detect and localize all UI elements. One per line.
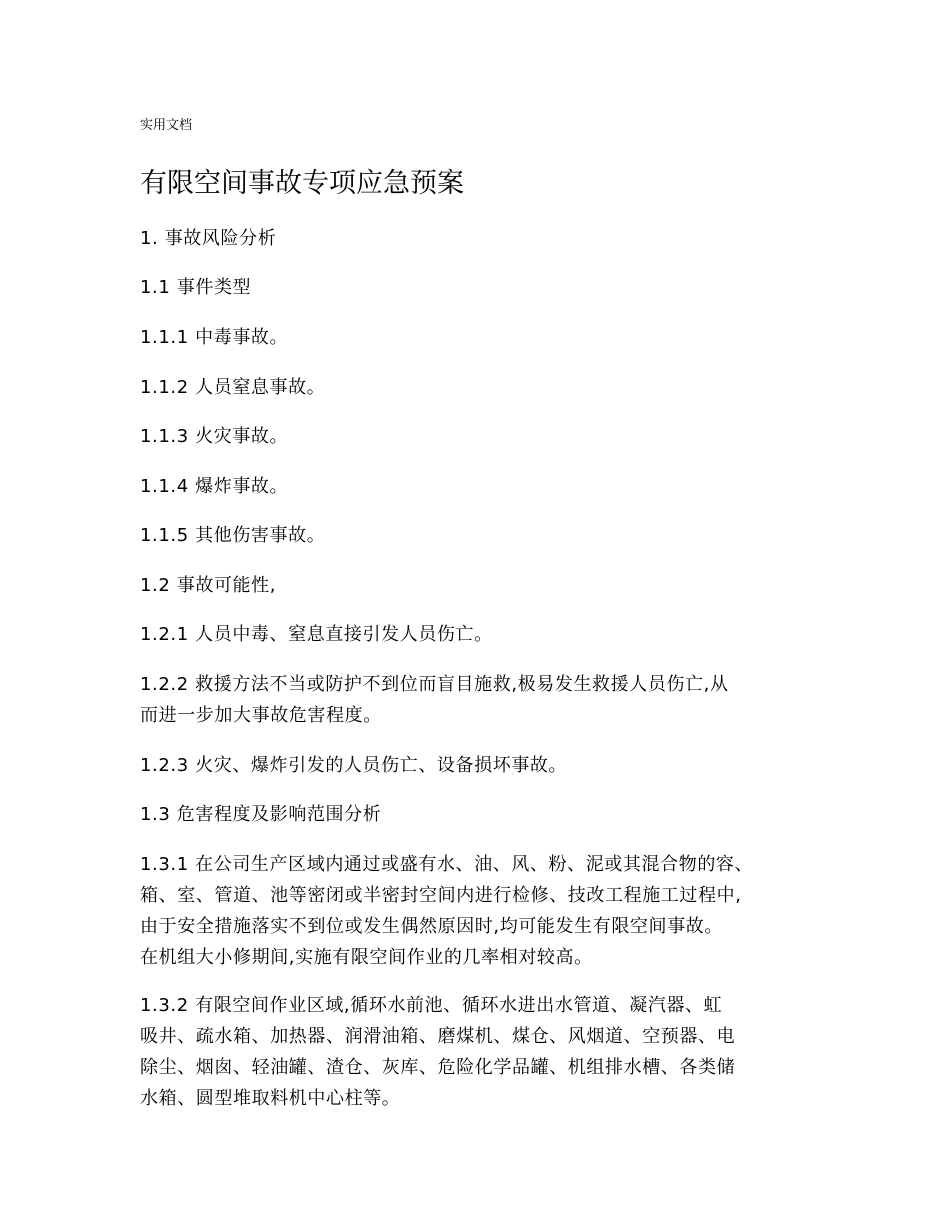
paragraph-line: 1.3.2 有限空间作业区域,循环水前池、循环水进出水管道、凝汽器、虹 (140, 995, 723, 1016)
list-item: 1.1.1 中毒事故。 (140, 327, 289, 348)
subsection-heading: 1.2 事故可能性, (140, 575, 277, 596)
paragraph-line: 除尘、烟囱、轻油罐、渣仓、灰库、危险化学品罐、机组排水槽、各类储 (140, 1057, 736, 1078)
list-item: 1.1.4 爆炸事故。 (140, 476, 289, 497)
paragraph-line: 箱、室、管道、池等密闭或半密封空间内进行检修、技改工程施工过程中, (140, 885, 742, 906)
paragraph-line: 在机组大小修期间,实施有限空间作业的几率相对较高。 (140, 947, 593, 968)
section-heading: 1. 事故风险分析 (140, 228, 277, 249)
list-item: 1.1.3 火灾事故。 (140, 426, 289, 447)
list-item: 1.1.5 其他伤害事故。 (140, 525, 326, 546)
paragraph (140, 990, 830, 1114)
paragraph-line: 水箱、圆型堆取料机中心柱等。 (140, 1088, 401, 1109)
subsection-heading: 1.1 事件类型 (140, 277, 252, 298)
paragraph (140, 849, 830, 973)
list-item: 1.1.2 人员窒息事故。 (140, 377, 326, 398)
paragraph-line: 1.2.2 救援方法不当或防护不到位而盲目施救,极易发生救援人员伤亡,从 (140, 674, 729, 695)
subsection-heading: 1.3 危害程度及影响范围分析 (140, 804, 382, 825)
paragraph-line: 由于安全措施落实不到位或发生偶然原因时,均可能发生有限空间事故。 (140, 916, 723, 937)
list-item: 1.2.1 人员中毒、窒息直接引发人员伤亡。 (140, 624, 493, 645)
document-title: 有限空间事故专项应急预案 (140, 168, 464, 199)
document-header: 实用文档 (140, 118, 193, 133)
paragraph-line: 1.3.1 在公司生产区域内通过或盛有水、油、风、粉、泥或其混合物的容、 (140, 854, 754, 875)
paragraph (140, 669, 830, 731)
paragraph-line: 吸井、疏水箱、加热器、润滑油箱、磨煤机、煤仓、风烟道、空预器、电 (140, 1026, 736, 1047)
paragraph-line: 而进一步加大事故危害程度。 (140, 705, 382, 726)
list-item: 1.2.3 火灾、爆炸引发的人员伤亡、设备损坏事故。 (140, 755, 568, 776)
